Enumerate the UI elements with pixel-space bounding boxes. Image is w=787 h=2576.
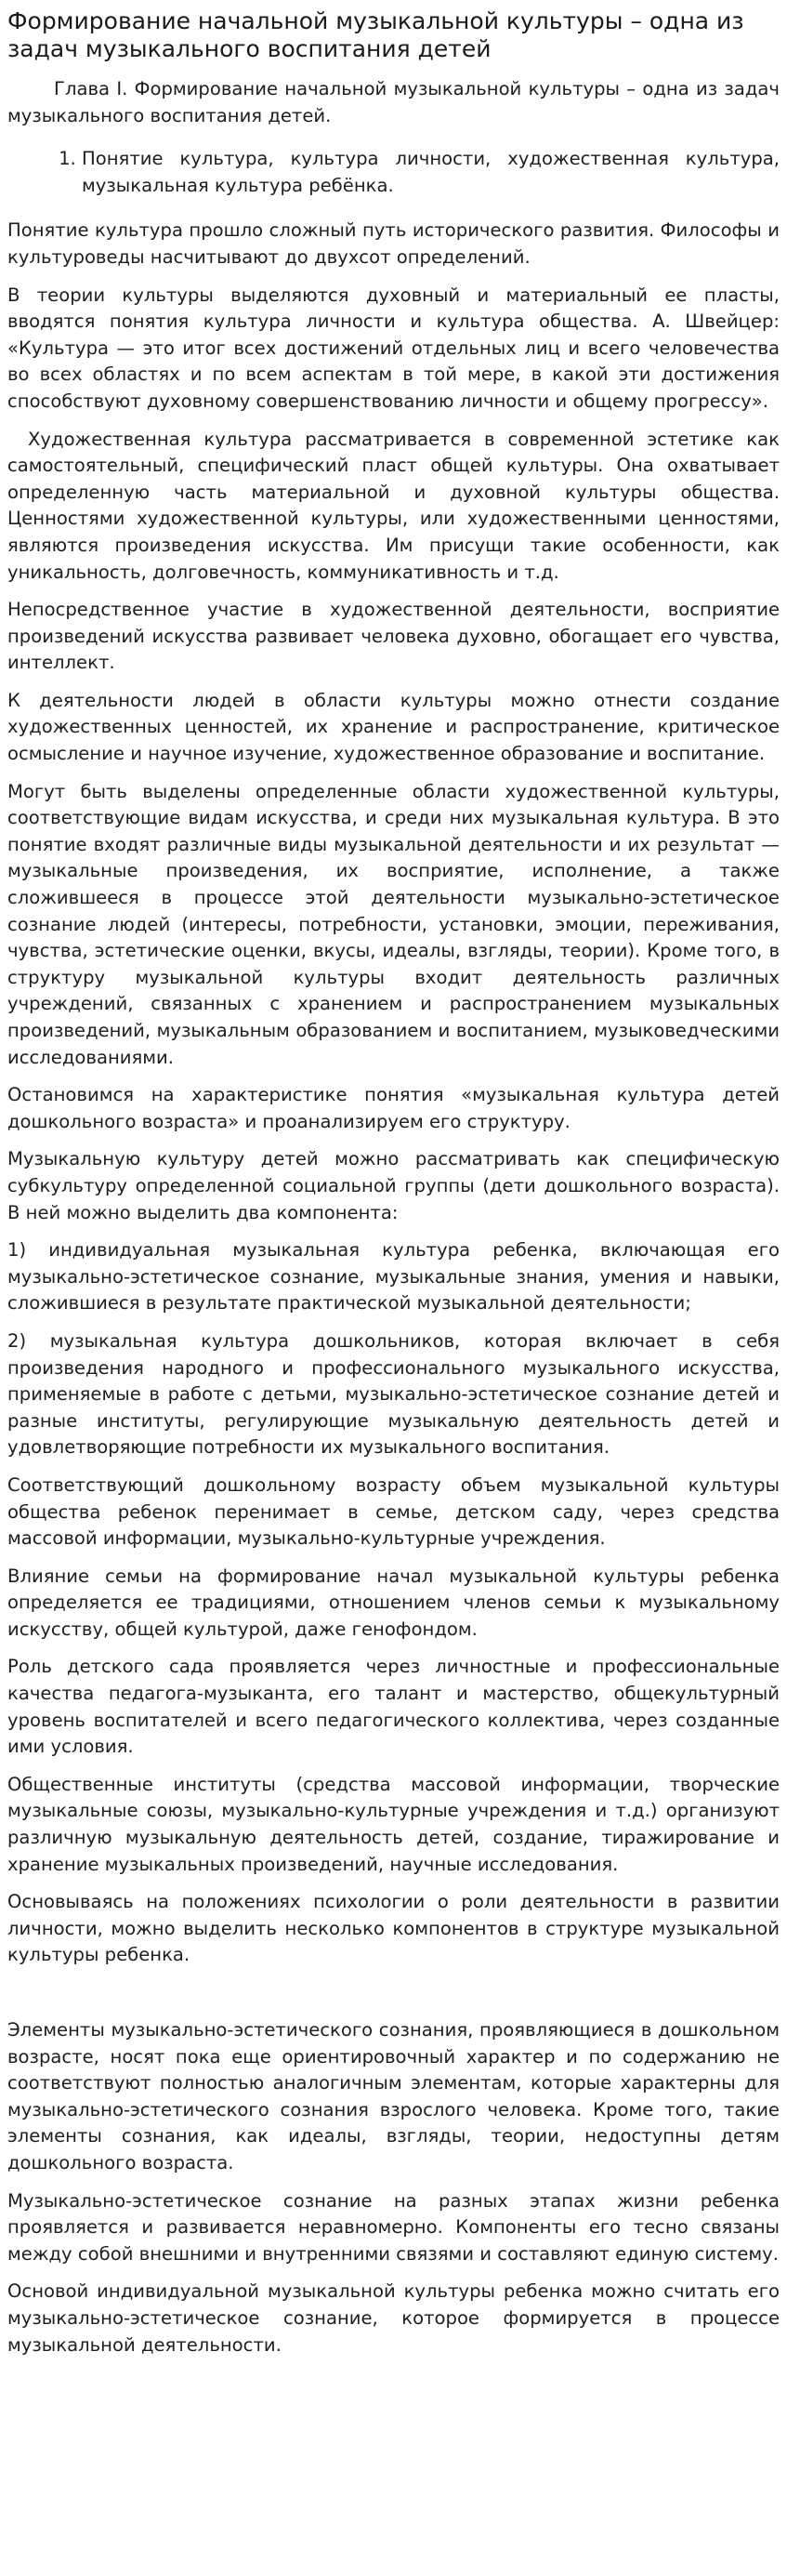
- paragraph: Влияние семьи на формирование начал музыкальной культуры ребенка определяется ее традициями, отношением членов семьи к музыкальному искусству, общей культурой, даже генофондом.: [7, 1565, 780, 1640]
- paragraph: К деятельности людей в области культуры можно отнести создание художественных ценностей, их хранение и распространение, критическое осмысление и научное изучение, художественное образование и воспитание.: [7, 689, 780, 765]
- paragraph: Общественные институты (средства массовой информации, творческие музыкальные союзы, музыкально-культурные учреждения и т.д.) организуют различную музыкальную деятельность детей, создание, тиражирование и хранение музыкальных произведений, научные исследования.: [7, 1773, 780, 1875]
- blank-space: [7, 1980, 780, 2017]
- paragraph: 2) музыкальная культура дошкольников, которая включает в себя произведения народного и профессионального музыкального искусства, применяемые в работе с детьми, музыкально-эстетическое сознание детей и разные институты, регулирующие музыкальную деятельность детей и удовлетворяющие потребности их музыкального воспитания.: [7, 1329, 780, 1459]
- paragraph: Могут быть выделены определенные области художественной культуры, соответствующие видам искусства, и среди них музыкальная культура. В это понятие входят различные виды музыкальной деятельности и их результат — музыкальные произведения, их восприятие, исполнение, а также сложившееся в процессе этой деятельности музыкально-эстетическое сознание людей (интересы, потребности, установки, эмоции, переживания, чувства, эстетические оценки, вкусы, идеалы, взгляды, теории). Кроме того, в структуру музыкальной культуры входит деятельность различных учреждений, связанных с хранением и распространением музыкальных произведений, музыкальным образованием и воспитанием, музыковедческими исследованиями.: [7, 780, 780, 1068]
- paragraph: Музыкально-эстетическое сознание на разных этапах жизни ребенка проявляется и развивается неравномерно. Компоненты его тесно связаны между собой внешними и внутренними связями и составляют единую систему.: [7, 2189, 780, 2265]
- list-item: 1. Понятие культура, культура личности, художественная культура, музыкальная культура ребёнка.: [82, 146, 780, 199]
- document-title: Формирование начальной музыкальной культуры – одна из задач музыкального воспитания детей: [7, 7, 744, 62]
- paragraph: 1) индивидуальная музыкальная культура ребенка, включающая его музыкально-эстетическое сознание, музыкальные знания, умения и навыки, сложившиеся в результате практической музыкальной деятельности;: [7, 1239, 780, 1314]
- paragraph: Основой индивидуальной музыкальной культуры ребенка можно считать его музыкально-эстетическое сознание, которое формируется в процессе музыкальной деятельности.: [7, 2280, 780, 2356]
- paragraph: Музыкальную культуру детей можно рассматривать как специфическую субкультуру определенной социальной группы (дети дошкольного возраста). В ней можно выделить два компонента:: [7, 1148, 780, 1223]
- chapter-heading: Глава I. Формирование начальной музыкальной культуры – одна из задач музыкального воспитания детей.: [7, 78, 780, 126]
- paragraph: Художественная культура рассматривается в современной эстетике как самостоятельный, специфический пласт общей культуры. Она охватывает определенную часть материальной и духовной культуры общества. Ценностями художественной культуры, или художественными ценностями, являются произведения искусства. Им присущи такие особенности, как уникальность, долговечность, коммуникативность и т.д.: [7, 428, 780, 583]
- paragraph: Остановимся на характеристике понятия «музыкальная культура детей дошкольного возраста» и проанализируем его структуру.: [7, 1084, 780, 1132]
- paragraph: Непосредственное участие в художественной деятельности, восприятие произведений искусства развивает человека духовно, обогащает его чувства, интеллект.: [7, 599, 780, 674]
- paragraph: Понятие культура прошло сложный путь исторического развития. Философы и культуроведы насчитывают до двухсот определений.: [7, 219, 780, 268]
- paragraph: Соответствующий дошкольному возрасту объем музыкальной культуры общества ребенок перенимает в семье, детском саду, через средства массовой информации, музыкально-культурные учреждения.: [7, 1473, 780, 1550]
- paragraph: Основываясь на положениях психологии о роли деятельности в развитии личности, можно выделить несколько компонентов в структуре музыкальной культуры ребенка.: [7, 1891, 780, 1966]
- paragraph: В теории культуры выделяются духовный и материальный ее пласты, вводятся понятия культура личности и культура общества. А. Швейцер: «Культура — это итог всех достижений отдельных лиц и всего человечества во всех областях и по всем аспектам в той мере, в какой эти достижения способствуют духовному совершенствованию личности и общему прогрессу».: [7, 284, 780, 412]
- numbered-list: [7, 146, 780, 199]
- paragraph: Роль детского сада проявляется через личностные и профессиональные качества педагога-музыканта, его талант и мастерство, общекультурный уровень воспитателей и всего педагогического коллектива, через созданные ими условия.: [7, 1656, 780, 1758]
- paragraph: Элементы музыкально-эстетического сознания, проявляющиеся в дошкольном возрасте, носят пока еще ориентировочный характер и по содержанию не соответствуют полностью аналогичным элементам, которые характерны для музыкально-эстетического сознания взрослого человека. Кроме того, такие элементы сознания, как идеалы, взгляды, теории, недоступны детям дошкольного возраста.: [7, 2019, 780, 2173]
